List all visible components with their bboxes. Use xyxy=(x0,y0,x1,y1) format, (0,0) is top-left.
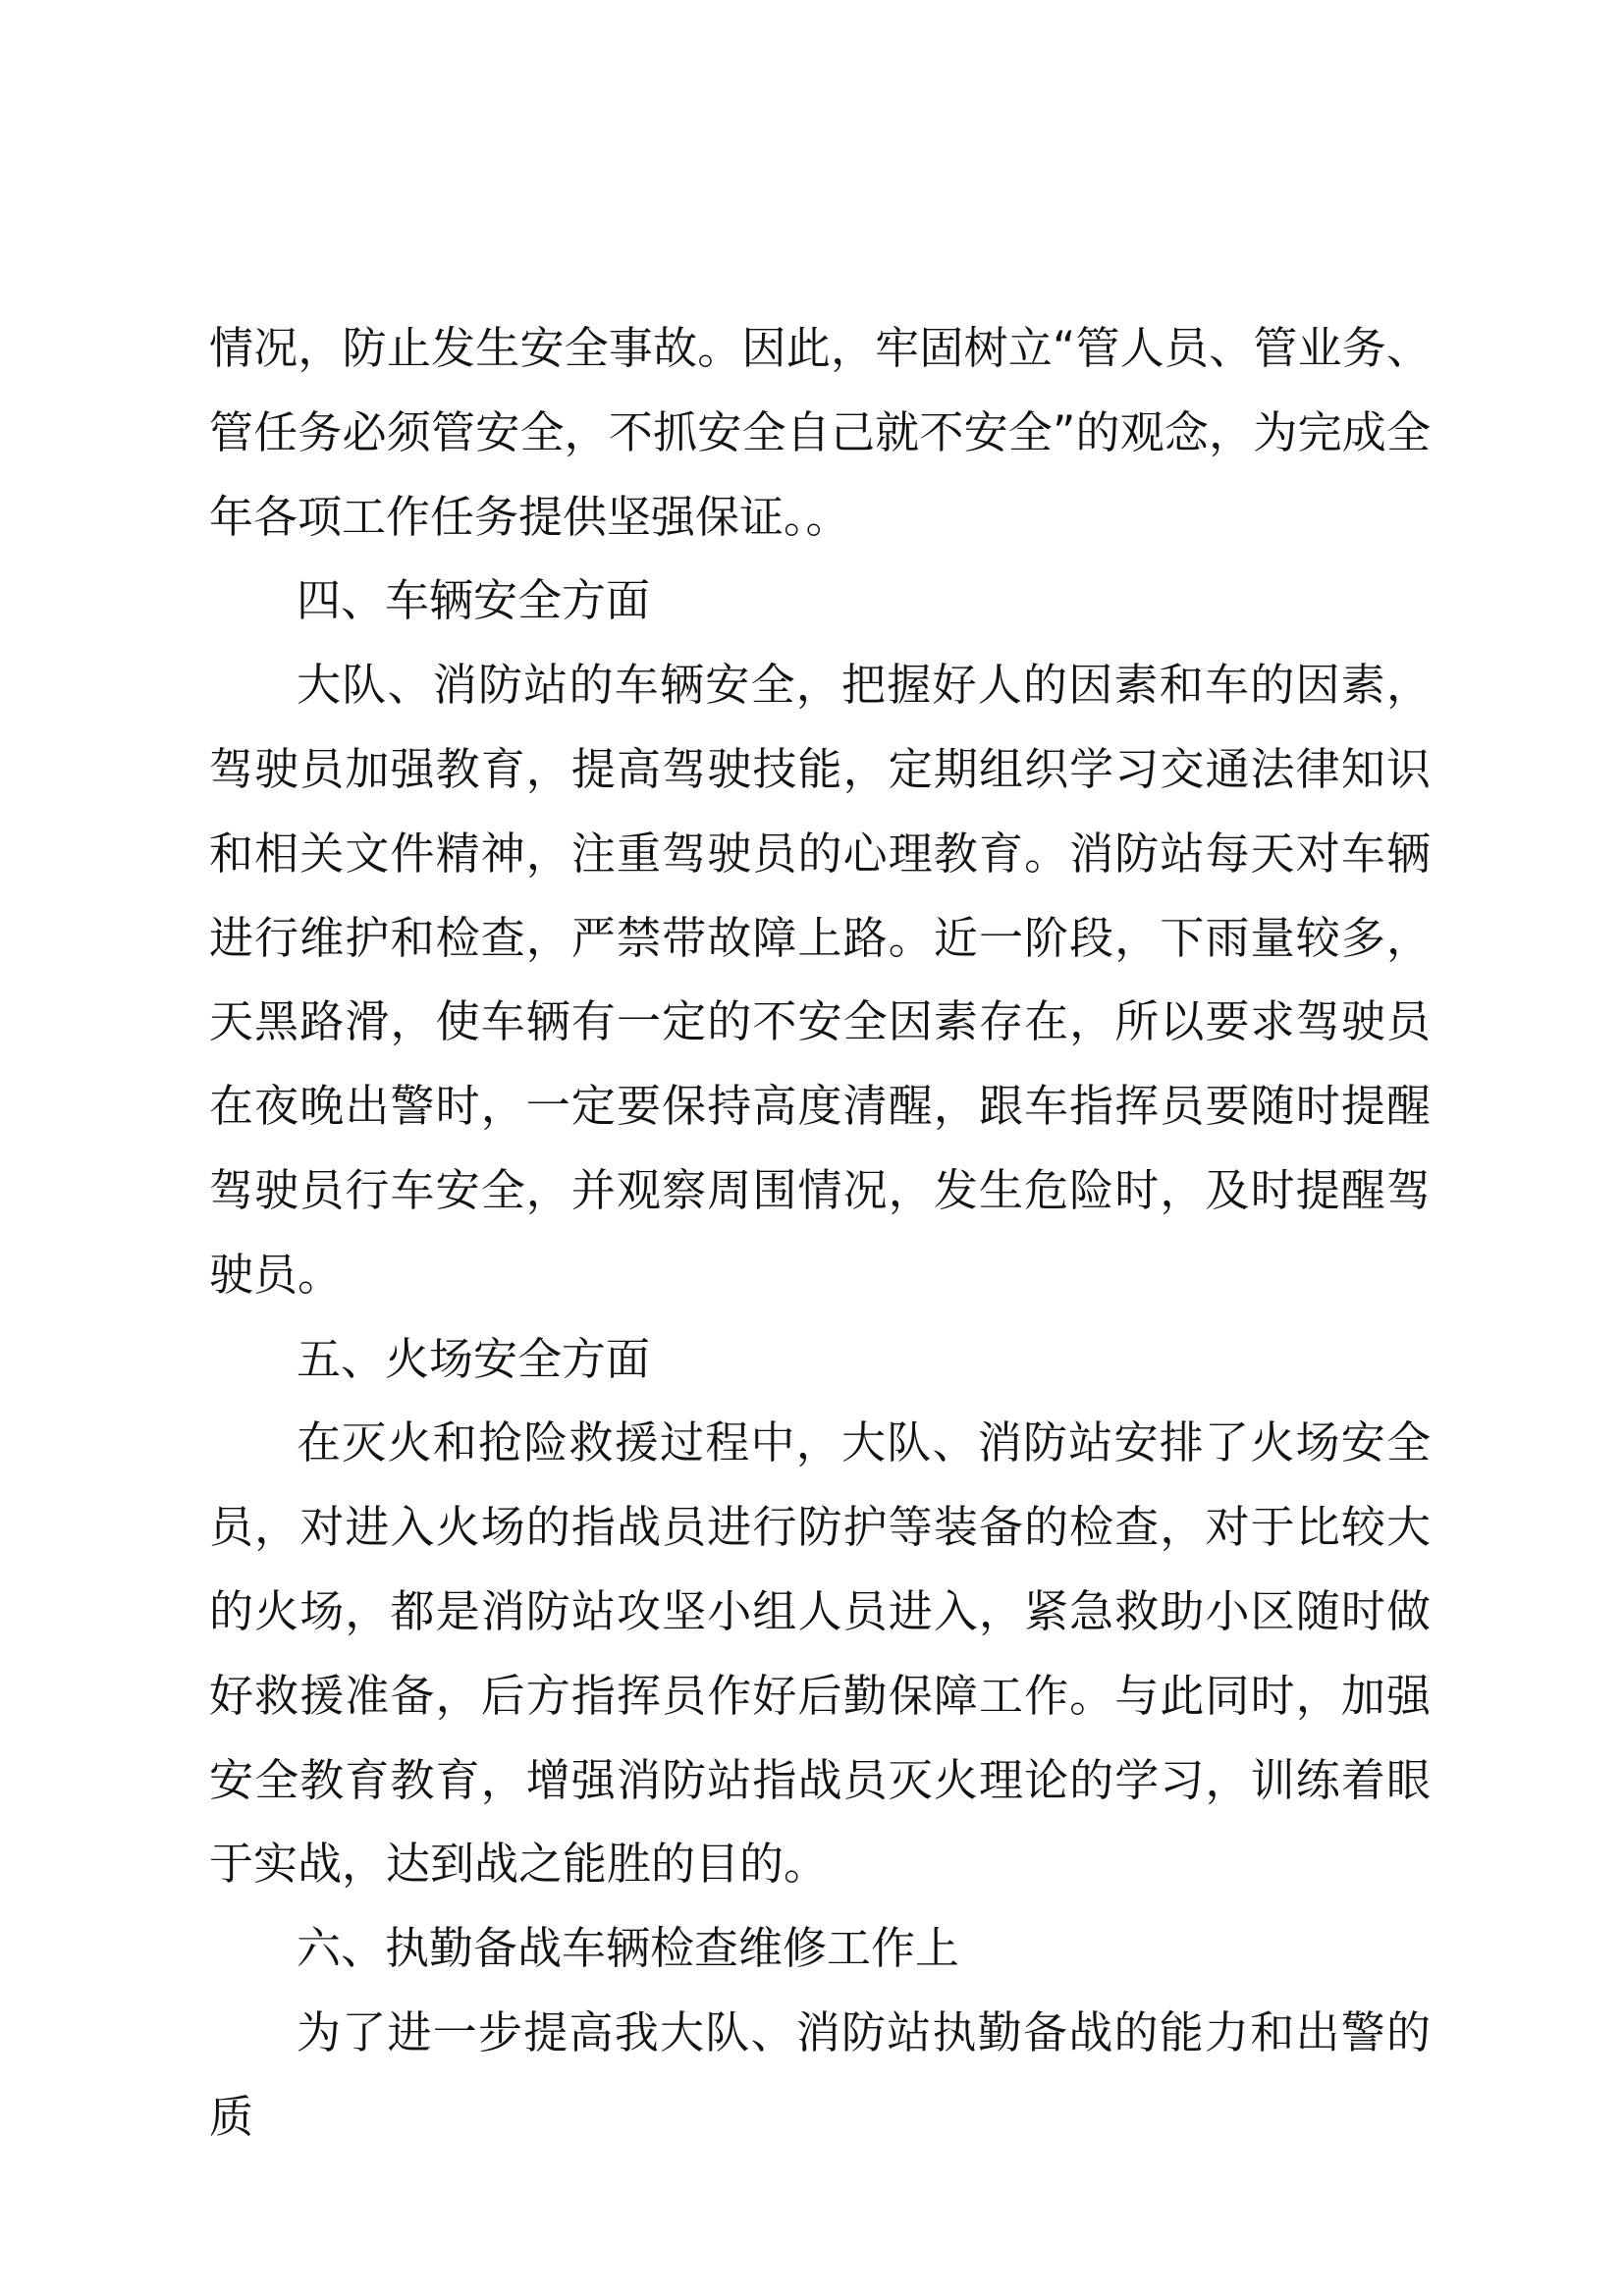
paragraph-vehicle-maintenance: 为了进一步提高我大队、消防站执勤备战的能力和出警的质 xyxy=(209,2005,1431,2143)
document-body xyxy=(209,306,1431,2160)
section-heading-vehicle-safety: 四、车辆安全方面 xyxy=(297,574,651,627)
paragraph-vehicle-safety: 大队、消防站的车辆安全，把握好人的因素和车的因素，驾驶员加强教育，提高驾驶技能，定期组织学习交通法律知识和相关文件精神，注重驾驶员的心理教育。消防站每天对车辆进行维护和检查，严禁带故障上路。近一阶段，下雨量较多，天黑路滑，使车辆有一定的不安全因素存在，所以要求驾驶员在夜晚出警时，一定要保持高度清醒，跟车指挥员要随时提醒驾驶员行车安全，并观察周围情况，发生危险时，及时提醒驾驶员。 xyxy=(209,659,1431,1301)
section-heading-vehicle-maintenance: 六、执勤备战车辆检查维修工作上 xyxy=(297,1922,960,1975)
section-heading-fire-scene-safety: 五、火场安全方面 xyxy=(297,1332,651,1385)
paragraph-continuation: 情况，防止发生安全事故。因此，牢固树立“管人员、管业务、管任务必须管安全，不抓安全自己就不安全”的观念，为完成全年各项工作任务提供坚强保证。。 xyxy=(209,322,1431,543)
paragraph-fire-scene-safety: 在灭火和抢险救援过程中，大队、消防站安排了火场安全员，对进入火场的指战员进行防护等装备的检查，对于比较大的火场，都是消防站攻坚小组人员进入，紧急救助小区随时做好救援准备，后方指挥员作好后勤保障工作。与此同时，加强安全教育教育，增强消防站指战员灭火理论的学习，训练着眼于实战，达到战之能胜的目的。 xyxy=(209,1416,1431,1891)
